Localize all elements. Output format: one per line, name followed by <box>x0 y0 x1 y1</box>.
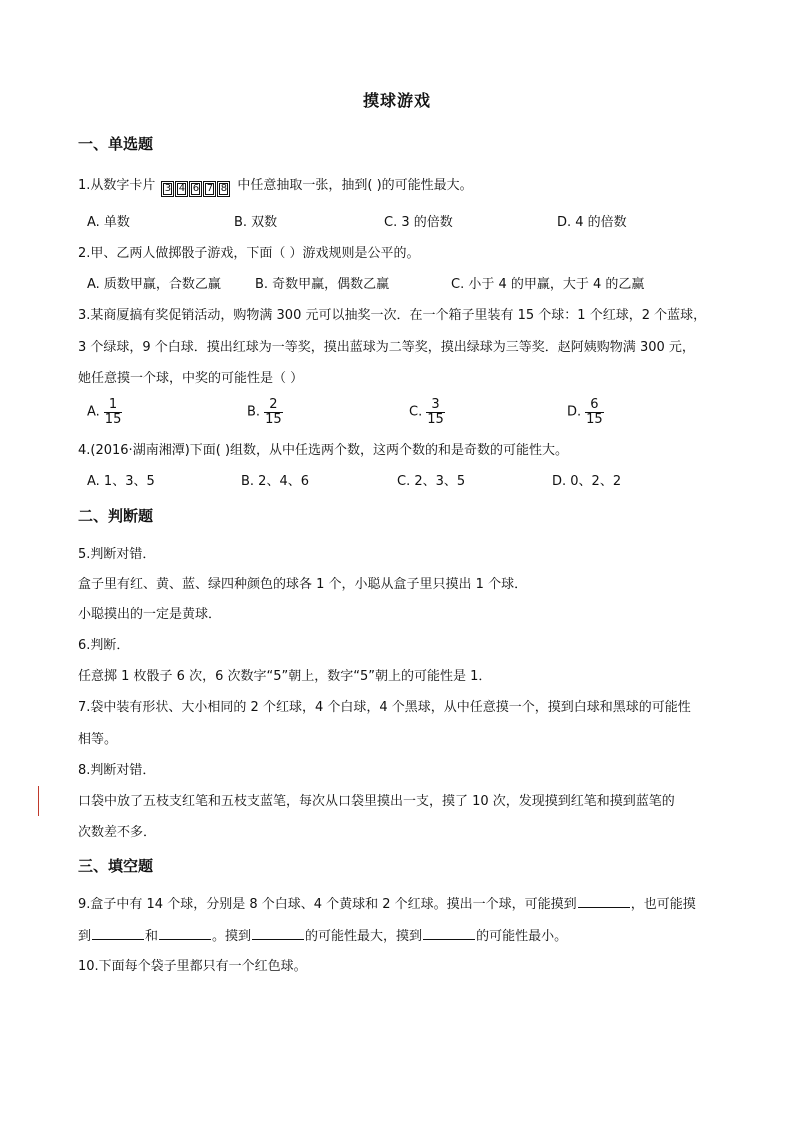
question-6-line-2: 任意掷 1 枚骰子 6 次，6 次数字“5”朝上，数字“5”朝上的可能性是 1． <box>78 669 492 684</box>
question-1-prefix: 1.从数字卡片 <box>78 178 156 193</box>
option-b: B. 奇数甲赢，偶数乙赢 <box>255 277 390 292</box>
answer-blank[interactable] <box>159 927 211 940</box>
number-card: 3 <box>161 181 174 197</box>
fraction-numerator: 3 <box>431 397 440 412</box>
fraction-denominator: 15 <box>427 412 444 427</box>
number-card: 4 <box>175 181 188 197</box>
question-6-line-1: 6.判断． <box>78 638 130 653</box>
section-single-choice: 一、单选题 <box>78 135 154 153</box>
fraction-numerator: 1 <box>108 397 118 412</box>
question-8-line-3: 次数差不多． <box>78 825 157 840</box>
question-7-line-2: 相等。 <box>78 732 118 747</box>
option-b <box>247 398 283 427</box>
question-3-options <box>87 398 727 430</box>
option-b: B. 2、4、6 <box>241 474 309 489</box>
option-label: A. <box>87 404 100 420</box>
fraction <box>585 398 604 427</box>
question-9-text: 9.盒子中有 14 个球，分别是 8 个白球、4 个黄球和 2 个红球。摸出一个球，可能摸到 <box>78 897 577 912</box>
question-2: 2.甲、乙两人做掷骰子游戏，下面（ ）游戏规则是公平的。 <box>78 246 420 261</box>
question-9-text: 的可能性最小。 <box>476 929 568 944</box>
question-9-line-1 <box>78 895 696 914</box>
question-3-line-2: 3 个绿球，9 个白球．摸出红球为一等奖，摸出蓝球为二等奖，摸出绿球为三等奖．赵阿姨购物满 300 元， <box>78 340 695 355</box>
answer-blank[interactable] <box>252 927 304 940</box>
section-true-false: 二、判断题 <box>78 507 154 525</box>
question-9-text: 和 <box>145 929 159 944</box>
option-a: A. 单数 <box>87 215 130 230</box>
option-a: A. 质数甲赢，合数乙赢 <box>87 277 221 292</box>
question-10: 10.下面每个袋子里都只有一个红色球。 <box>78 959 307 974</box>
fraction-denominator: 15 <box>265 412 282 427</box>
number-card: 8 <box>217 181 230 197</box>
question-3-line-1: 3.某商厦搞有奖促销活动，购物满 300 元可以抽奖一次．在一个箱子里装有 15 个球：1 个红球，2 个蓝球， <box>78 308 707 323</box>
option-label: C. <box>409 404 423 420</box>
option-d: D. 4 的倍数 <box>557 215 627 230</box>
fraction-denominator: 15 <box>104 412 122 427</box>
option-c: C. 小于 4 的甲赢，大于 4 的乙赢 <box>451 277 645 292</box>
page-title: 摸球游戏 <box>362 91 431 110</box>
question-9-text: 。摸到 <box>212 929 252 944</box>
question-3-line-3: 她任意摸一个球，中奖的可能性是（ ） <box>78 371 304 386</box>
fraction-numerator: 6 <box>590 397 599 412</box>
option-a: A. 1、3、5 <box>87 474 155 489</box>
number-card: 7 <box>203 181 216 197</box>
option-c: C. 3 的倍数 <box>384 215 453 230</box>
question-1 <box>78 177 473 197</box>
option-label: B. <box>247 404 261 420</box>
option-c: C. 2、3、5 <box>397 474 466 489</box>
option-c <box>409 398 445 427</box>
question-5-line-2: 盒子里有红、黄、蓝、绿四种颜色的球各 1 个，小聪从盒子里只摸出 1 个球． <box>78 577 528 592</box>
question-4: 4.(2016·湖南湘潭)下面( )组数，从中任选两个数，这两个数的和是奇数的可能性大。 <box>78 443 569 458</box>
fraction <box>264 398 283 427</box>
answer-blank[interactable] <box>92 927 144 940</box>
question-9-text: 到 <box>78 929 92 944</box>
fraction-denominator: 15 <box>586 412 603 427</box>
fraction-numerator: 2 <box>269 397 278 412</box>
question-5-line-1: 5.判断对错． <box>78 547 156 562</box>
number-cards <box>161 181 231 197</box>
question-9-line-2 <box>78 927 567 946</box>
question-9-text: ，也可能摸 <box>630 897 696 912</box>
section-fill-blank: 三、填空题 <box>78 857 154 875</box>
question-5-line-3: 小聪摸出的一定是黄球． <box>78 607 222 622</box>
answer-blank[interactable] <box>578 895 630 908</box>
option-d <box>567 398 604 427</box>
option-d: D. 0、2、2 <box>552 474 622 489</box>
number-card: 6 <box>189 181 202 197</box>
fraction <box>426 398 445 427</box>
question-8-line-1: 8.判断对错． <box>78 763 156 778</box>
answer-blank[interactable] <box>423 927 475 940</box>
question-1-suffix: 中任意抽取一张，抽到( )的可能性最大。 <box>237 178 473 193</box>
question-8-line-2: 口袋中放了五枝支红笔和五枝支蓝笔，每次从口袋里摸出一支，摸了 10 次，发现摸到红笔和摸到蓝笔的 <box>78 794 675 809</box>
fraction <box>104 398 123 427</box>
option-a <box>87 398 122 427</box>
question-7-line-1: 7.袋中装有形状、大小相同的 2 个红球，4 个白球，4 个黑球，从中任意摸一个，摸到白球和黑球的可能性 <box>78 700 691 715</box>
question-9-text: 的可能性最大，摸到 <box>305 929 423 944</box>
option-label: D. <box>567 404 582 420</box>
option-b: B. 双数 <box>234 215 278 230</box>
margin-mark <box>38 786 39 816</box>
